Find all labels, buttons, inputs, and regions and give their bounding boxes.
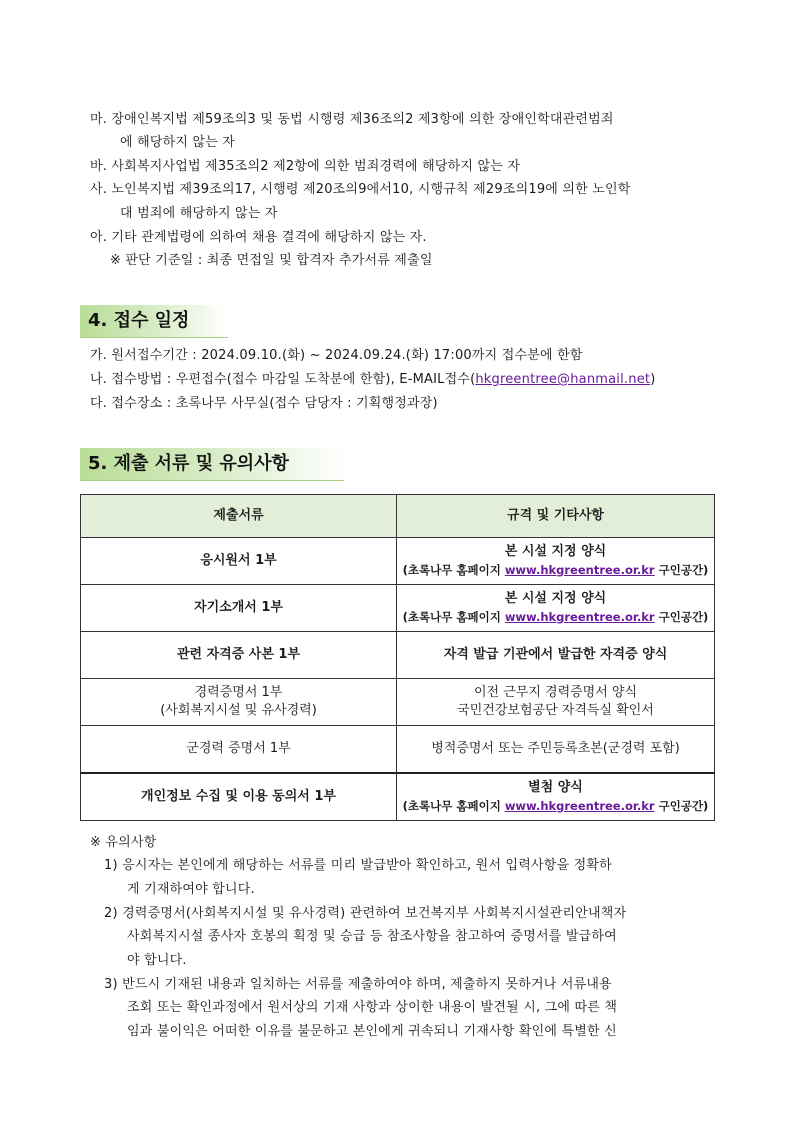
spec-certificate: 자격 발급 기관에서 발급한 자격증 양식	[397, 632, 715, 679]
header-specs: 규격 및 기타사항	[397, 495, 715, 538]
criteria-a: 아. 기타 관계법령에 의하여 채용 결격에 해당하지 않는 자.	[90, 230, 427, 245]
spec-career-line2: 국민건강보험공단 자격득실 확인서	[457, 703, 654, 718]
spec-sub	[401, 608, 710, 626]
doc-career	[81, 679, 397, 726]
criteria-ma-line1: 마. 장애인복지법 제59조의3 및 동법 시행령 제36조의2 제3항에 의한 장애인학대관련범죄	[90, 112, 614, 127]
note2-line2: 사회복지시설 종사자 호봉의 획정 및 승급 등 참조사항을 참고하여 증명서를 발급하여	[127, 929, 617, 944]
homepage-link[interactable]: www.hkgreentree.or.kr	[504, 799, 655, 813]
note3-line2: 조회 또는 확인과정에서 원서상의 기재 사항과 상이한 내용이 발견될 시, 그에 따른 책	[127, 1000, 618, 1015]
criteria-ma-line2: 에 해당하지 않는 자	[120, 135, 236, 150]
schedule-method-text: 나. 접수방법 : 우편접수(접수 마감일 도착분에 한함), E-MAIL접수(	[90, 372, 476, 387]
doc-military: 군경력 증명서 1부	[81, 726, 397, 774]
spec-privacy-consent	[397, 773, 715, 821]
table-row	[81, 679, 715, 726]
table-row	[81, 585, 715, 632]
spec-sub-post: 구인공간)	[654, 563, 709, 577]
spec-military: 병적증명서 또는 주민등록초본(군경력 포함)	[397, 726, 715, 774]
spec-main: 별첨 양식	[528, 780, 583, 795]
spec-application	[397, 538, 715, 585]
section5-heading: 5. 제출 서류 및 유의사항	[80, 448, 344, 481]
criteria-note: ※ 판단 기준일 : 최종 면접일 및 합격자 추가서류 제출일	[110, 253, 433, 268]
homepage-link[interactable]: www.hkgreentree.or.kr	[504, 563, 655, 577]
spec-sub	[401, 561, 710, 579]
notes-title: ※ 유의사항	[90, 835, 157, 850]
spec-career	[397, 679, 715, 726]
note1-line1: 1) 응시자는 본인에게 해당하는 서류를 미리 발급받아 확인하고, 원서 입력사항을 정확하	[104, 858, 612, 873]
table-header-row	[81, 495, 715, 538]
note1-line2: 게 기재하여야 합니다.	[127, 882, 255, 897]
doc-certificate: 관련 자격증 사본 1부	[81, 632, 397, 679]
note3-line1: 3) 반드시 기재된 내용과 일치하는 서류를 제출하여야 하며, 제출하지 못하거나 서류내용	[104, 977, 612, 992]
spec-sub-post: 구인공간)	[654, 610, 709, 624]
homepage-link[interactable]: www.hkgreentree.or.kr	[504, 610, 655, 624]
table-row	[81, 773, 715, 821]
schedule-period: 가. 원서접수기간 : 2024.09.10.(화) ~ 2024.09.24.(화) 17:00까지 접수분에 한함	[90, 348, 583, 363]
spec-sub-pre: (초록나무 홈페이지	[402, 563, 505, 577]
header-documents: 제출서류	[81, 495, 397, 538]
criteria-sa-line1: 사. 노인복지법 제39조의17, 시행령 제20조의9에서10, 시행규칙 제29조의19에 의한 노인학	[90, 182, 631, 197]
note2-line1: 2) 경력증명서(사회복지시설 및 유사경력) 관련하여 보건복지부 사회복지시설관리안내책자	[104, 906, 627, 921]
note2-line3: 야 합니다.	[127, 953, 187, 968]
spec-main: 본 시설 지정 양식	[504, 591, 607, 606]
spec-main: 본 시설 지정 양식	[504, 544, 607, 559]
section4-heading: 4. 접수 일정	[80, 305, 228, 338]
table-row	[81, 632, 715, 679]
criteria-ba: 바. 사회복지사업법 제35조의2 제2항에 의한 범죄경력에 해당하지 않는 자	[90, 159, 521, 174]
doc-application: 응시원서 1부	[81, 538, 397, 585]
table-row	[81, 726, 715, 774]
spec-sub-pre: (초록나무 홈페이지	[402, 799, 505, 813]
table-row	[81, 538, 715, 585]
spec-self-intro	[397, 585, 715, 632]
doc-career-line2: (사회복지시설 및 유사경력)	[160, 703, 317, 718]
note3-line3: 임과 불이익은 어떠한 이유를 불문하고 본인에게 귀속되니 기재사항 확인에 특별한 신	[127, 1024, 617, 1039]
spec-sub-post: 구인공간)	[654, 799, 709, 813]
documents-table	[80, 494, 715, 821]
schedule-method	[90, 370, 655, 390]
spec-career-line1: 이전 근무지 경력증명서 양식	[473, 685, 638, 700]
email-link[interactable]: hkgreentree@hanmail.net	[475, 372, 651, 387]
criteria-sa-line2: 대 범죄에 해당하지 않는 자	[120, 206, 278, 221]
doc-self-intro: 자기소개서 1부	[81, 585, 397, 632]
schedule-place: 다. 접수장소 : 초록나무 사무실(접수 담당자 : 기획행정과장)	[90, 396, 438, 411]
spec-sub-pre: (초록나무 홈페이지	[402, 610, 505, 624]
doc-privacy-consent: 개인정보 수집 및 이용 동의서 1부	[81, 773, 397, 821]
schedule-method-close: )	[650, 372, 656, 387]
doc-career-line1: 경력증명서 1부	[194, 685, 283, 700]
spec-sub	[401, 797, 710, 815]
